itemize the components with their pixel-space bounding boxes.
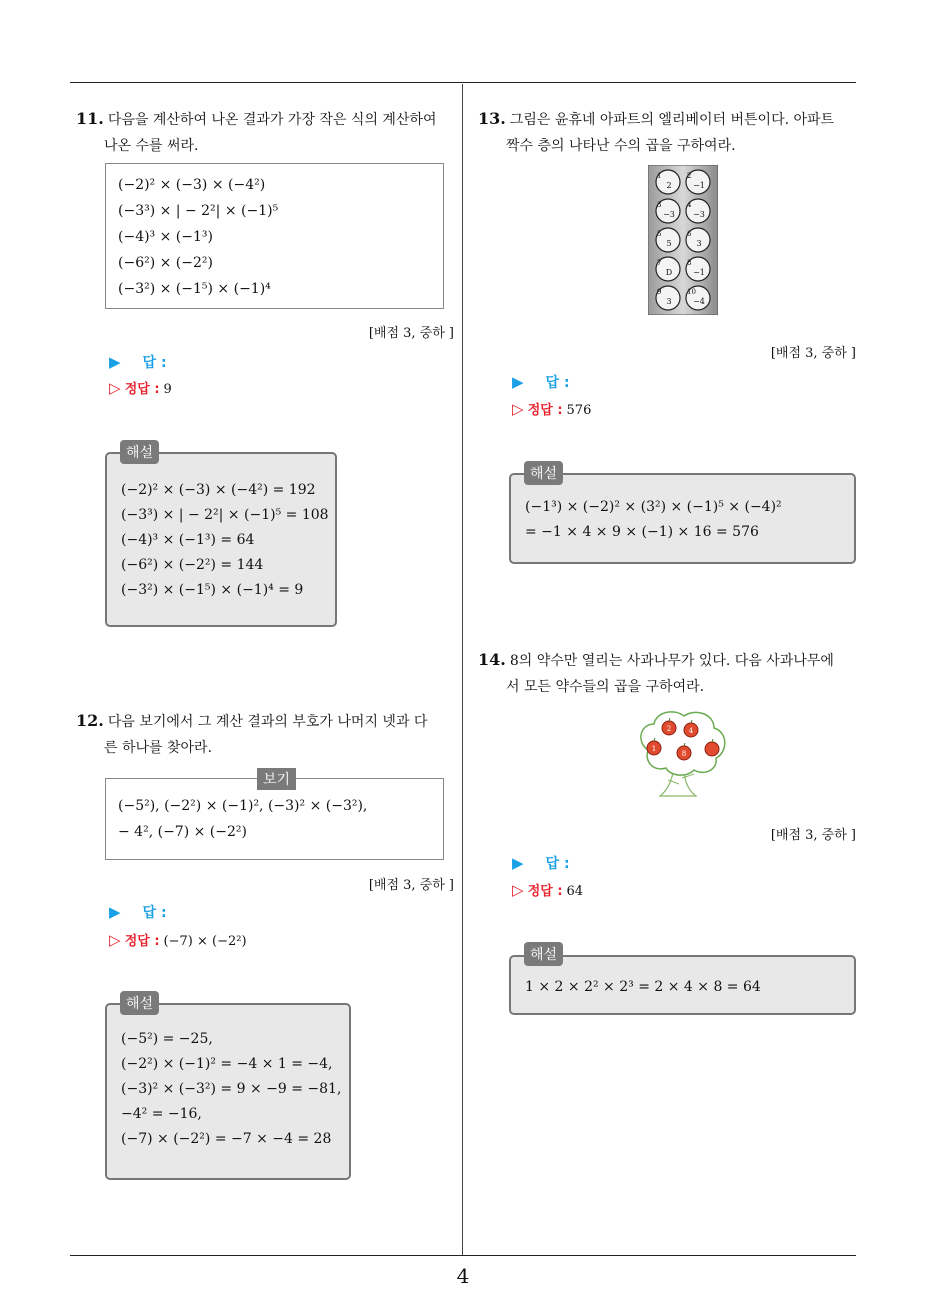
apple-label: 1 [651, 745, 657, 753]
top-rule [70, 82, 856, 83]
solution-line: (−3³) × | − 2²| × (−1)⁵ = 108 [121, 507, 329, 523]
expression-box [105, 163, 444, 309]
play-arrow-icon: ▶ [109, 353, 121, 371]
correct-label: 정답 : [527, 403, 563, 418]
correct-value: 576 [566, 403, 592, 418]
example-tag: 보기 [257, 768, 296, 790]
solution-line: (−6²) × (−2²) = 144 [121, 557, 264, 573]
answer-row [512, 853, 570, 873]
elevator-floor-label: 7 [657, 259, 662, 267]
solution-box [105, 452, 337, 627]
solution-tag: 해설 [524, 942, 563, 966]
apple-label: 8 [681, 750, 687, 758]
play-arrow-icon: ▶ [512, 854, 524, 872]
question-number: 14. [478, 650, 506, 669]
answer-row [109, 902, 167, 922]
solution-tag: 해설 [120, 991, 159, 1015]
apple-tree-illustration [634, 708, 730, 802]
expression-line: (−3³) × | − 2²| × (−1)⁵ [118, 203, 279, 219]
play-arrow-icon: ▶ [512, 373, 524, 391]
question-12 [76, 708, 462, 761]
example-box [105, 778, 444, 860]
page-number: 4 [456, 1264, 470, 1288]
correct-value: 9 [163, 382, 172, 397]
triangle-outline-icon: ▷ [109, 931, 121, 949]
answer-label: 답 : [142, 355, 167, 371]
elevator-button-value: −3 [693, 210, 705, 219]
solution-line: (−1³) × (−2)² × (3²) × (−1)⁵ × (−4)² [525, 499, 782, 515]
solution-line: (−3²) × (−1⁵) × (−1)⁴ = 9 [121, 582, 304, 598]
question-text-line2: 짝수 층의 나타난 수의 곱을 구하여라. [506, 138, 736, 154]
elevator-button-value: D [665, 268, 673, 277]
question-11 [76, 106, 462, 159]
correct-answer-row [512, 880, 583, 899]
correct-label: 정답 : [124, 382, 160, 397]
answer-row [512, 372, 570, 392]
elevator-floor-label: 6 [687, 230, 692, 238]
column-divider [462, 84, 463, 1256]
question-14 [478, 647, 864, 700]
answer-row [109, 352, 167, 372]
apple-label: 2 [666, 725, 672, 733]
solution-line: (−2²) × (−1)² = −4 × 1 = −4, [121, 1056, 333, 1072]
triangle-outline-icon: ▷ [109, 379, 121, 397]
solution-line: (−3)² × (−3²) = 9 × −9 = −81, [121, 1081, 342, 1097]
correct-value: 64 [566, 884, 584, 899]
elevator-floor-label: 9 [657, 288, 662, 296]
solution-line: (−5²) = −25, [121, 1031, 213, 1047]
solution-tag: 해설 [524, 461, 563, 485]
correct-answer-row [109, 930, 247, 949]
question-number: 12. [76, 711, 104, 730]
elevator-button-value: 3 [666, 297, 672, 306]
bottom-rule [70, 1255, 856, 1256]
elevator-button-value: 2 [666, 181, 672, 190]
answer-label: 답 : [545, 375, 570, 391]
score-label: [배점 3, 중하 ] [368, 878, 454, 893]
solution-line: (−7) × (−2²) = −7 × −4 = 28 [121, 1131, 332, 1147]
score-label: [배점 3, 중하 ] [770, 346, 856, 361]
correct-answer-row [512, 399, 591, 418]
elevator-button-value: −1 [693, 181, 705, 190]
solution-box [105, 1003, 351, 1180]
question-number: 13. [478, 109, 506, 128]
correct-answer-row [109, 378, 172, 397]
expression-line: (−6²) × (−2²) [118, 255, 213, 271]
elevator-floor-label: 4 [687, 201, 692, 209]
elevator-button-value: −3 [663, 210, 675, 219]
question-text-line2: 나온 수를 써라. [104, 138, 199, 154]
example-line: (−5²), (−2²) × (−1)², (−3)² × (−3²), [118, 798, 368, 814]
elevator-button-value: −4 [693, 297, 705, 306]
expression-line: (−2)² × (−3) × (−4²) [118, 177, 266, 193]
solution-line: −4² = −16, [121, 1106, 202, 1122]
correct-value: (−7) × (−2²) [163, 934, 247, 949]
elevator-floor-label: 8 [687, 259, 692, 267]
question-text-line1: 그림은 윤휴네 아파트의 엘리베이터 버튼이다. 아파트 [509, 112, 835, 128]
question-13 [478, 106, 864, 159]
solution-line: 1 × 2 × 2² × 2³ = 2 × 4 × 8 = 64 [525, 979, 761, 995]
score-label: [배점 3, 중하 ] [770, 828, 856, 843]
solution-box [509, 473, 856, 564]
elevator-buttons-illustration [648, 165, 718, 315]
elevator-floor-label: 3 [657, 201, 662, 209]
solution-line: (−2)² × (−3) × (−4²) = 192 [121, 482, 316, 498]
correct-label: 정답 : [527, 884, 563, 899]
elevator-button-value: −1 [693, 268, 705, 277]
expression-line: (−4)³ × (−1³) [118, 229, 213, 245]
triangle-outline-icon: ▷ [512, 400, 524, 418]
correct-label: 정답 : [124, 934, 160, 949]
elevator-floor-label: 2 [687, 172, 692, 180]
solution-line: (−4)³ × (−1³) = 64 [121, 532, 255, 548]
elevator-floor-label: 10 [687, 288, 696, 296]
elevator-button-value: 5 [666, 239, 672, 248]
question-text-line1: 다음 보기에서 그 계산 결과의 부호가 나머지 넷과 다 [107, 714, 428, 730]
score-label: [배점 3, 중하 ] [368, 326, 454, 341]
answer-label: 답 : [142, 905, 167, 921]
elevator-floor-label: 1 [657, 172, 662, 180]
apple [705, 742, 719, 756]
solution-tag: 해설 [120, 440, 159, 464]
question-text-line2: 른 하나를 찾아라. [104, 740, 213, 756]
elevator-floor-label: 5 [657, 230, 662, 238]
example-line: − 4², (−7) × (−2²) [118, 824, 247, 840]
question-text-line1: 다음을 계산하여 나온 결과가 가장 작은 식의 계산하여 [107, 112, 437, 128]
question-text-line1: 8의 약수만 열리는 사과나무가 있다. 다음 사과나무에 [509, 653, 834, 669]
question-text-line2: 서 모든 약수들의 곱을 구하여라. [506, 679, 705, 695]
elevator-button-value: 3 [696, 239, 702, 248]
solution-line: = −1 × 4 × 9 × (−1) × 16 = 576 [525, 524, 759, 540]
question-number: 11. [76, 109, 104, 128]
apple-label: 4 [688, 727, 694, 735]
triangle-outline-icon: ▷ [512, 881, 524, 899]
answer-label: 답 : [545, 856, 570, 872]
play-arrow-icon: ▶ [109, 903, 121, 921]
expression-line: (−3²) × (−1⁵) × (−1)⁴ [118, 281, 271, 297]
